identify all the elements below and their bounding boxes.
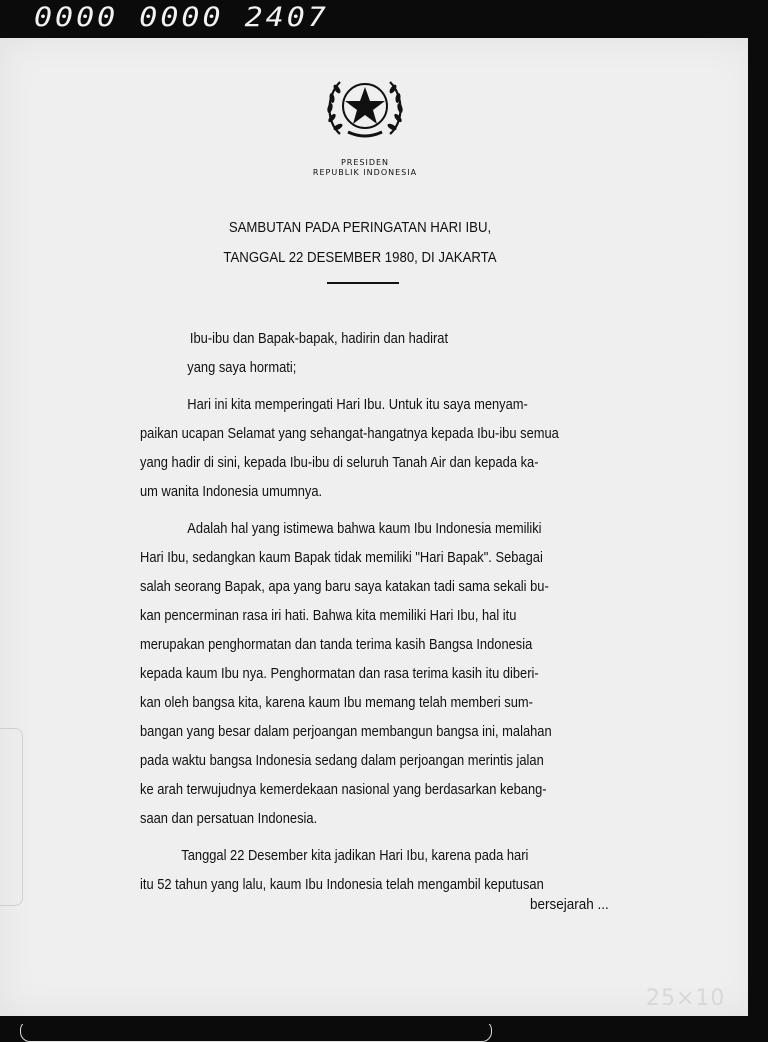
body-line: Hari ini kita memperingati Hari Ibu. Untuk itu saya menyam- [187,396,528,413]
title-line-1: SAMBUTAN PADA PERINGATAN HARI IBU, [228,219,492,236]
body-line: paikan ucapan Selamat yang sehangat-hangatnya kepada Ibu-ibu semua [140,425,559,442]
letterhead-office: PRESIDEN [340,158,390,167]
speech-body [140,324,640,899]
film-border-bottom [0,1016,768,1024]
letterhead-country: REPUBLIK INDONESIA [312,168,418,177]
title-underline [327,282,399,284]
speech-title [175,213,545,273]
body-line: salah seorang Bapak, apa yang baru saya katakan tadi sama sekali bu- [140,578,549,595]
frame-mark: 25×10 [646,986,726,1011]
presidential-seal-icon [322,74,408,144]
document-page [0,38,756,1016]
body-line: yang saya hormati; [187,359,297,376]
body-line: kepada kaum Ibu nya. Penghormatan dan rasa terima kasih itu diberi- [140,665,539,682]
title-line-2: TANGGAL 22 DESEMBER 1980, DI JAKARTA [223,249,497,266]
body-line: Tanggal 22 Desember kita jadikan Hari Ibu, karena pada hari [181,847,529,864]
body-line: pada waktu bangsa Indonesia sedang dalam perjoangan merintis jalan [140,752,544,769]
body-line: Ibu-ibu dan Bapak-bapak, hadirin dan hadirat [189,330,449,347]
page-continuation: bersejarah ... [530,896,609,913]
body-line: itu 52 tahun yang lalu, kaum Ibu Indonesia telah mengambil keputusan [140,876,544,893]
body-line: bangan yang besar dalam perjoangan membangun bangsa ini, malahan [140,723,552,740]
body-line: merupakan penghormatan dan tanda terima kasih Bangsa Indonesia [140,636,533,653]
body-line: Adalah hal yang istimewa bahwa kaum Ibu Indonesia memiliki [187,520,542,537]
letterhead [240,158,490,178]
body-line: kan oleh bangsa kita, karena kaum Ibu memang telah memberi sum- [140,694,533,711]
body-line: kan pencerminan rasa iri hati. Bahwa kita memiliki Hari Ibu, hal itu [140,607,517,624]
film-id-number: 0000 0000 2407 [34,1,329,34]
film-border-right [748,38,768,1024]
body-line: yang hadir di sini, kepada Ibu-ibu di seluruh Tanah Air dan kepada ka- [140,454,539,471]
body-line: ke arah terwujudnya kemerdekaan nasional yang berdasarkan kebang- [140,781,547,798]
body-line: um wanita Indonesia umumnya. [140,483,323,500]
body-line: Hari Ibu, sedangkan kaum Bapak tidak memiliki "Hari Bapak". Sebagai [140,549,543,566]
body-line: saan dan persatuan Indonesia. [140,810,318,827]
film-scuff-mark [0,728,23,906]
